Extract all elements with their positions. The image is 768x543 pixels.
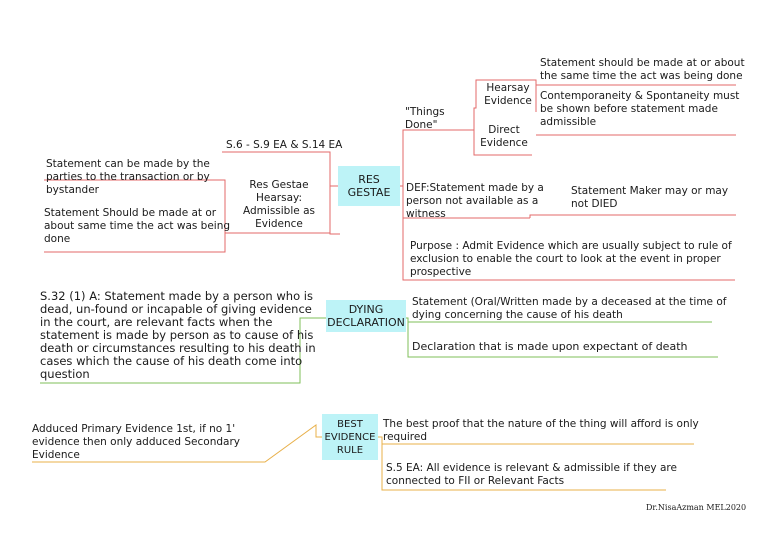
same-time-right-label: Statement should be made at or about the same time the act was being done <box>540 57 745 82</box>
best-proof-label: The best proof that the nature of the thing will afford is only required <box>383 418 699 443</box>
s32-label: S.32 (1) A: Statement made by a person who is dead, un-found or incapable of giving evidence in the court, are relevant facts when the statement is made by person as to cause of his death or circumstances resulting to his death in cases which the cause of his death come into question <box>40 289 316 381</box>
hearsay-evidence-label: Hearsay Evidence <box>484 82 532 107</box>
declaration-label: Declaration that is made upon expectant of death <box>412 340 688 353</box>
hearsay-admissible-label: Res Gestae Hearsay: Admissible as Evidence <box>243 179 315 230</box>
definition-label: DEF:Statement made by a person not available as a witness <box>406 182 544 220</box>
s5-label: S.5 EA: All evidence is relevant & admissible if they are connected to FII or Relevant Facts <box>386 462 677 487</box>
things-done-label: "Things Done" <box>405 106 445 131</box>
sections-label: S.6 - S.9 EA & S.14 EA <box>226 139 343 151</box>
same-time-left-label: Statement Should be made at or about same time the act was being done <box>44 207 231 245</box>
contemporaneity-label: Contemporaneity & Spontaneity must be shown before statement made admissible <box>540 90 740 128</box>
signature: Dr.NisaAzman MEL2020 <box>646 503 747 512</box>
primary-evidence-label: Adduced Primary Evidence 1st, if no 1' evidence then only adduced Secondary Evidence <box>32 423 240 461</box>
best-evidence-node: BEST EVIDENCE RULE <box>322 414 378 460</box>
parties-label: Statement can be made by the parties to the transaction or by bystander <box>46 158 210 196</box>
statement-maker-label: Statement Maker may or may not DIED <box>571 185 729 210</box>
purpose-label: Purpose : Admit Evidence which are usually subject to rule of exclusion to enable the court to look at the event in proper prospective <box>410 240 732 278</box>
dying-declaration-node: DYING DECLARATION <box>326 300 406 332</box>
direct-evidence-label: Direct Evidence <box>480 124 528 149</box>
dying-statement-label: Statement (Oral/Written made by a deceased at the time of dying concerning the cause of his death <box>412 296 727 321</box>
res-gestae-node: RES GESTAE <box>338 166 400 206</box>
